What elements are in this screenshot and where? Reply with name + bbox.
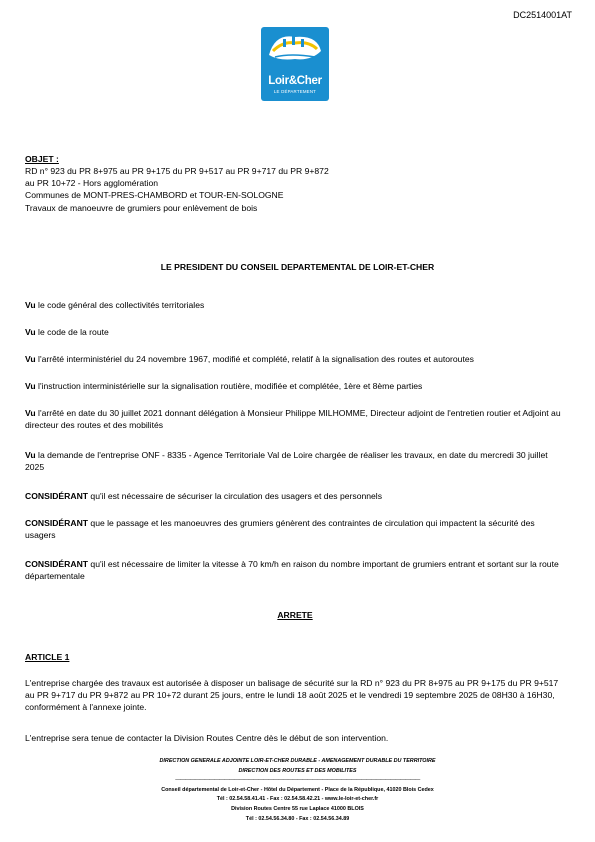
considerant-paragraph: [25, 558, 565, 582]
visa-lead: Vu: [25, 408, 36, 418]
visa-paragraph: [25, 326, 565, 338]
article-heading: ARTICLE 1: [25, 652, 70, 662]
visa-text: l'arrêté interministériel du 24 novembre 1967, modifié et complété, relatif à la signalisation des routes et autoroutes: [35, 354, 474, 364]
visa-text: l'instruction interministérielle sur la signalisation routière, modifiée et complétée, 1ère et 8ème parties: [35, 381, 423, 391]
visa-lead: Vu: [25, 450, 36, 460]
footer-division: Division Routes Centre 55 rue Laplace 41000 BLOIS: [231, 805, 364, 812]
document-reference: DC2514001AT: [513, 10, 572, 20]
logo-name: Loir&Cher: [268, 75, 322, 87]
footer-direction: DIRECTION DES ROUTES ET DES MOBILITES: [238, 767, 357, 774]
document-title: LE PRESIDENT DU CONSEIL DEPARTEMENTAL DE LOIR-ET-CHER: [160, 262, 435, 272]
visa-lead: Vu: [25, 327, 36, 337]
objet-line: RD n° 923 du PR 8+975 au PR 9+175 du PR 9+517 au PR 9+717 du PR 9+872: [25, 166, 329, 176]
considerant-lead: CONSIDÉRANT: [25, 491, 89, 501]
visa-text: le code de la route: [35, 327, 109, 337]
objet-line: Communes de MONT-PRES-CHAMBORD et TOUR-EN-SOLOGNE: [25, 190, 284, 201]
visa-lead: Vu: [25, 381, 36, 391]
objet-lines: [25, 165, 329, 214]
footer-separator: ——————————————————————————————————————————————————: [175, 777, 420, 784]
visa-lead: Vu: [25, 300, 36, 310]
considerant-paragraph: [25, 517, 565, 541]
visa-paragraph: [25, 353, 565, 365]
objet-label: OBJET :: [25, 154, 59, 164]
article-paragraph: L'entreprise chargée des travaux est autorisée à disposer un balisage de sécurité sur la RD n° 923 du PR 8+975 au PR 9+175 du PR 9+517 au PR 9+717 du PR 9+872 au PR 10+72 durant 25 jours, entre le lundi 18 août 2025 et le vendredi 19 septembre 2025 de 08H30 à 16H30, conformément à l'annexe jointe.: [25, 678, 559, 713]
visa-paragraph: [25, 449, 565, 473]
page-footer: [130, 757, 465, 824]
considerant-lead: CONSIDÉRANT: [25, 559, 89, 569]
arrete-heading: ARRETE: [277, 610, 313, 620]
footer-contact: Tél : 02.54.58.41.41 - Fax : 02.54.58.42.21 - www.le-loir-et-cher.fr: [216, 796, 379, 803]
considerant-text: qu'il est nécessaire de sécuriser la circulation des usagers et des personnels: [88, 491, 383, 501]
department-logo: [261, 27, 329, 101]
visa-text: la demande de l'entreprise ONF - 8335 - Agence Territoriale Val de Loire chargée de réaliser les travaux, en date du mercredi 30 juillet 2025: [25, 450, 548, 473]
visa-text: l'arrêté en date du 30 juillet 2021 donnant délégation à Monsieur Philippe MILHOMME, Directeur adjoint de l'entretien routier et Adjoint au directeur des routes et des mobilités: [25, 408, 561, 431]
footer-division-contact: Tél : 02.54.56.34.80 - Fax : 02.54.56.34.89: [245, 815, 350, 822]
considerant-paragraph: [25, 490, 565, 502]
visa-paragraph: [25, 407, 565, 431]
footer-address: Conseil départemental de Loir-et-Cher - Hôtel du Département - Place de la République, 41020 Blois Cedex: [161, 786, 434, 793]
considerant-text: qu'il est nécessaire de limiter la vitesse à 70 km/h en raison du nombre important de grumiers entrant et sortant sur la route départementale: [25, 559, 559, 582]
logo-subtitle: LE DÉPARTEMENT: [273, 89, 317, 94]
footer-direction: DIRECTION GENERALE ADJOINTE LOIR-ET-CHER DURABLE - AMENAGEMENT DURABLE DU TERRITOIRE: [159, 758, 436, 764]
considerant-lead: CONSIDÉRANT: [25, 518, 89, 528]
objet-line: au PR 10+72 - Hors agglomération: [25, 178, 159, 189]
considerant-text: que le passage et les manoeuvres des grumiers génèrent des contraintes de circulation qui impactent la sécurité des usagers: [25, 518, 535, 541]
visa-paragraph: [25, 299, 565, 311]
visa-text: le code général des collectivités territoriales: [35, 300, 205, 310]
visa-lead: Vu: [25, 354, 36, 364]
article-paragraph: L'entreprise sera tenue de contacter la Division Routes Centre dès le début de son intervention.: [25, 733, 389, 743]
visa-paragraph: [25, 380, 565, 392]
objet-line: Travaux de manoeuvre de grumiers pour enlèvement de bois: [25, 202, 258, 213]
